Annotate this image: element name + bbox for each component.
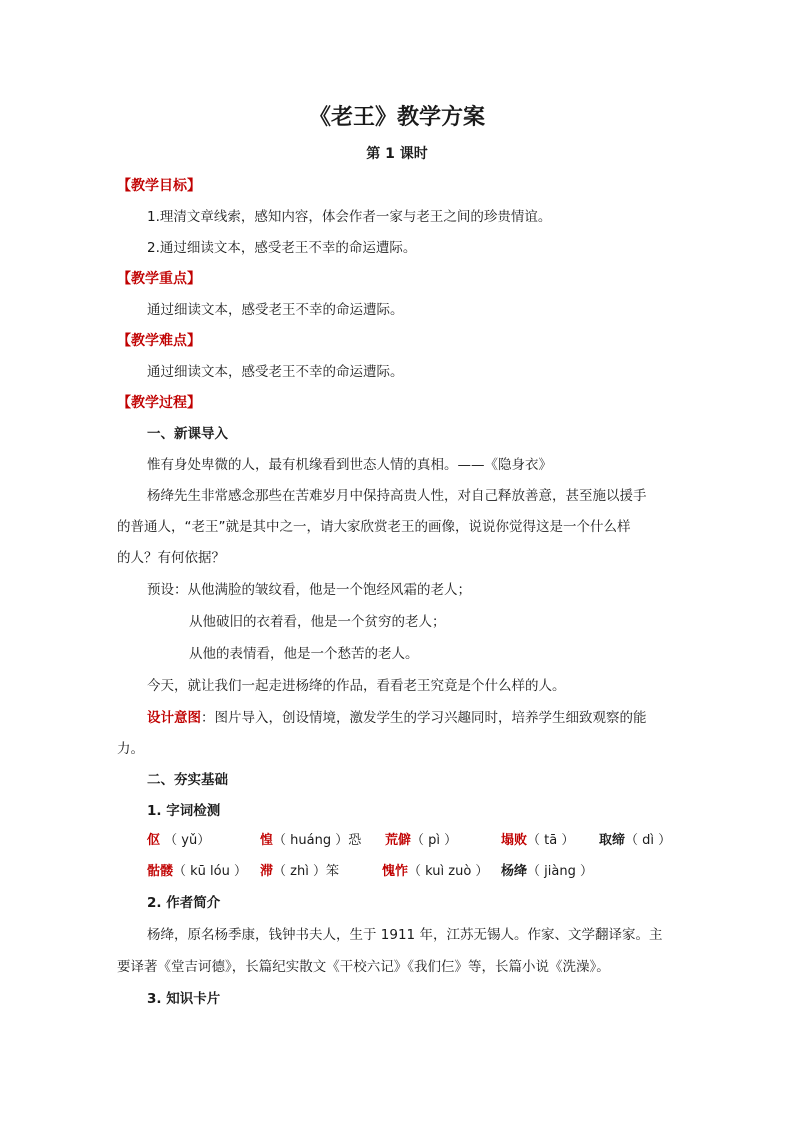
goal-item-2: 2.通过细读文本，感受老王不幸的命运遭际。 (147, 240, 417, 256)
vocab-item: 滞（ zhì ）笨 (260, 864, 339, 879)
vocab-item: 荒僻（ pì ） (385, 833, 458, 848)
preset-line-2: 从他破旧的衣着看，他是一个贫穷的老人； (189, 614, 446, 630)
subheading-author-intro: 2. 作者简介 (147, 895, 221, 911)
today-paragraph: 今天，就让我们一起走进杨绛的作品，看看老王究竟是个什么样的人。 (147, 678, 566, 694)
vocab-item: 伛 （ yǔ） (147, 833, 211, 848)
preset-line-1: 预设：从他满脸的皱纹看，他是一个饱经风霜的老人； (147, 582, 471, 598)
subheading-knowledge-card: 3. 知识卡片 (147, 991, 221, 1007)
design-intent-line-2: 力。 (117, 741, 144, 757)
vocab-row-2 (147, 859, 707, 885)
author-paragraph-line-1: 杨绛，原名杨季康，钱钟书夫人，生于 1911 年，江苏无锡人。作家、文学翻译家。主 (147, 927, 663, 943)
intro-paragraph-line-3: 的人？有何依据？ (117, 550, 225, 566)
heading-foundation: 二、夯实基础 (147, 772, 228, 788)
vocab-row-1 (147, 828, 707, 854)
vocab-item: 塌败（ tā ） (501, 833, 575, 848)
vocab-item: 惶（ huáng ）恐 (260, 833, 362, 848)
intro-paragraph-line-2: 的普通人，“老王”就是其中之一，请大家欣赏老王的画像，说说你觉得这是一个什么样 (117, 519, 631, 535)
author-paragraph-line-2: 要译著《堂吉诃德》，长篇纪实散文《干校六记》《我们仨》等，长篇小说《洗澡》。 (117, 959, 610, 975)
heading-new-lesson-intro: 一、新课导入 (147, 426, 228, 442)
subheading-vocab-check: 1. 字词检测 (147, 803, 221, 819)
key-point-text: 通过细读文本，感受老王不幸的命运遭际。 (147, 302, 404, 318)
lesson-number: 第 1 课时 (366, 146, 428, 162)
design-intent-text: ：图片导入，创设情境，激发学生的学习兴趣同时，培养学生细致观察的能 (201, 710, 647, 726)
design-intent-label: 设计意图 (147, 710, 201, 726)
goal-item-1: 1.理清文章线索，感知内容，体会作者一家与老王之间的珍贵情谊。 (147, 209, 552, 225)
difficulty-text: 通过细读文本，感受老王不幸的命运遭际。 (147, 364, 404, 380)
quote-paragraph: 惟有身处卑微的人，最有机缘看到世态人情的真相。——《隐身衣》 (147, 457, 552, 473)
design-intent-line-1 (147, 705, 647, 731)
vocab-item: 骷髅（ kū lóu ） (147, 864, 247, 879)
vocab-item: 愧怍（ kuì zuò ） (382, 864, 489, 879)
intro-paragraph-line-1: 杨绛先生非常感念那些在苦难岁月中保持高贵人性，对自己释放善意，甚至施以援手 (147, 488, 647, 504)
vocab-item: 杨绛（ jiàng ） (501, 864, 593, 879)
section-heading-process: 【教学过程】 (117, 395, 201, 411)
section-heading-difficulties: 【教学难点】 (117, 333, 201, 349)
document-title: 《老王》教学方案 (308, 105, 485, 130)
section-heading-goals: 【教学目标】 (117, 178, 201, 194)
preset-line-3: 从他的表情看，他是一个愁苦的老人。 (189, 646, 419, 662)
section-heading-key-points: 【教学重点】 (117, 271, 201, 287)
vocab-item: 取缔（ dì ） (599, 833, 672, 848)
